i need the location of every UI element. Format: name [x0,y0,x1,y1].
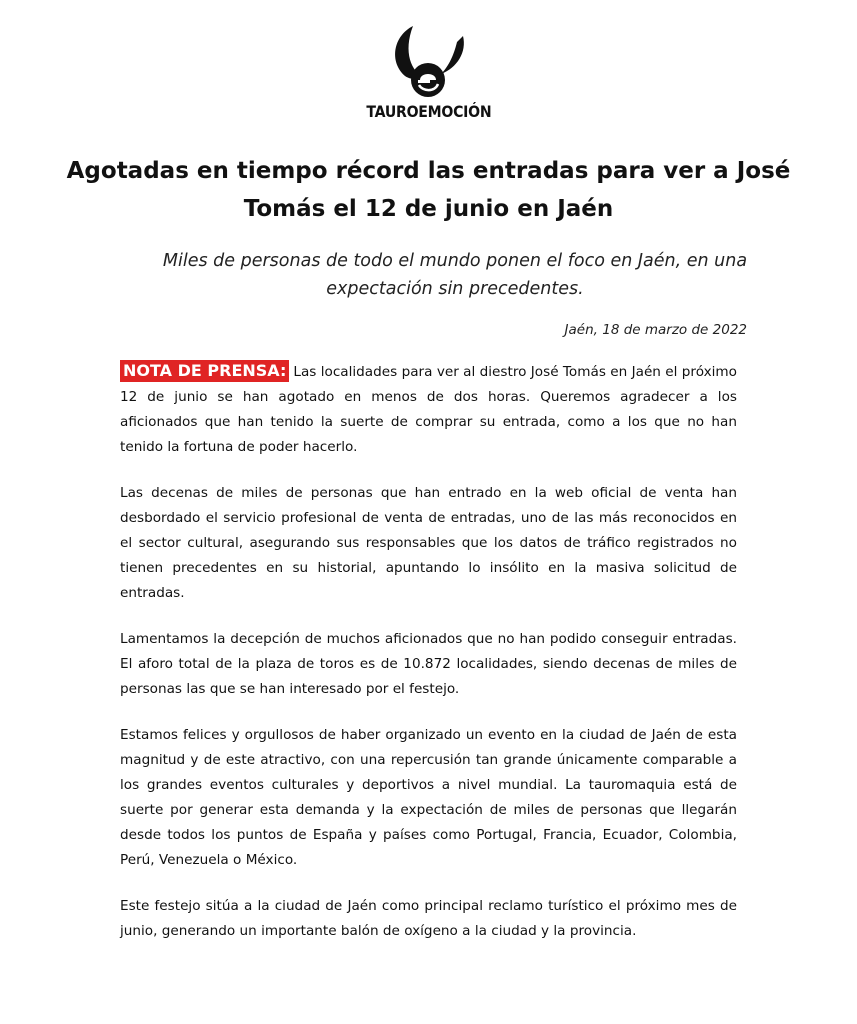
subtitle: Miles de personas de todo el mundo ponen el foco en Jaén, en una expectación sin precedentes. [162,251,748,299]
paragraph: Estamos felices y orgullosos de haber organizado un evento en la ciudad de Jaén de esta magnitud y de este atractivo, con una repercusión tan grande únicamente comparable a los grandes eventos culturales y deportivos a nivel mundial. La tauromaquia está de suerte por generar esta demanda y la expectación de miles de personas que llegarán desde todos los puntos de España y países como Portugal, Francia, Ecuador, Colombia, Perú, Venezuela o México. [120,727,737,868]
logo-text: TAUROEMOCIÓN [366,102,492,121]
bull-horns-logo-icon [383,22,473,100]
article-body [120,360,737,965]
page-title: Agotadas en tiempo récord las entradas para ver a José Tomás el 12 de junio en Jaén [66,158,791,222]
paragraph-text: Las localidades para ver al diestro José Tomás en Jaén el próximo 12 de junio se han agotado en menos de dos horas. Queremos agradecer a los aficionados que han tenido la suerte de comprar su entrada, como a los que no han tenido la fortuna de poder hacerlo. [120,364,737,455]
paragraph: Este festejo sitúa a la ciudad de Jaén como principal reclamo turístico el próximo mes de junio, generando un importante balón de oxígeno a la ciudad y la provincia. [120,898,737,939]
dateline: Jaén, 18 de marzo de 2022 [564,322,747,338]
paragraph: Las decenas de miles de personas que han entrado en la web oficial de venta han desbordado el servicio profesional de venta de entradas, uno de las más reconocidos en el sector cultural, asegurando sus responsables que los datos de tráfico registrados no tienen precedentes en su historial, apuntando lo insólito en la masiva solicitud de entradas. [120,485,737,601]
press-release-tag: NOTA DE PRENSA: [120,360,289,382]
tauroemocion-logo [358,22,498,132]
paragraph: Lamentamos la decepción de muchos aficionados que no han podido conseguir entradas. El aforo total de la plaza de toros es de 10.872 localidades, siendo decenas de miles de personas las que se han interesado por el festejo. [120,631,737,697]
paragraph [120,360,737,460]
